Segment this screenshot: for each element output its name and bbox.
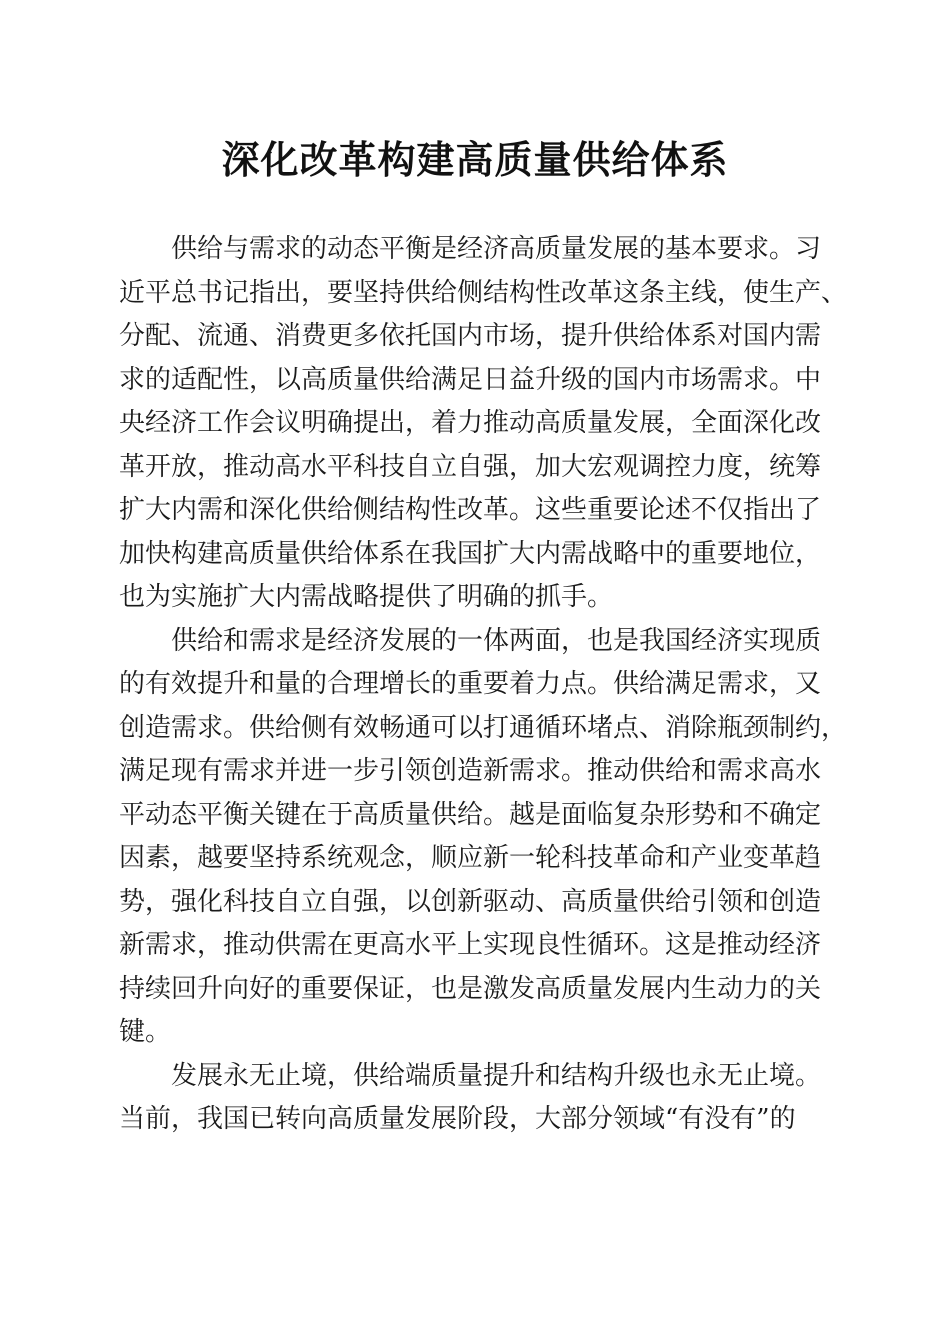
text-line: 当前，我国已转向高质量发展阶段，大部分领域“有没有”的 bbox=[119, 1104, 796, 1134]
text-line: 键。 bbox=[119, 1017, 172, 1047]
text-line: 创造需求。供给侧有效畅通可以打通循环堵点、消除瓶颈制约， bbox=[119, 712, 848, 743]
text-line: 近平总书记指出，要坚持供给侧结构性改革这条主线，使生产、 bbox=[119, 277, 848, 308]
paragraph-3 bbox=[119, 1055, 831, 1142]
text-line: 也为实施扩大内需战略提供了明确的抓手。 bbox=[119, 582, 614, 612]
text-line: 势，强化科技自立自强，以创新驱动、高质量供给引领和创造 bbox=[119, 886, 822, 917]
text-line: 发展永无止境，供给端质量提升和结构升级也永无止境。 bbox=[171, 1060, 822, 1091]
document-title: 深化改革构建高质量供给体系 bbox=[221, 137, 729, 182]
text-line: 分配、流通、消费更多依托国内市场，提升供给体系对国内需 bbox=[119, 321, 822, 351]
text-line: 供给与需求的动态平衡是经济高质量发展的基本要求。习 bbox=[171, 234, 822, 264]
text-line: 加快构建高质量供给体系在我国扩大内需战略中的重要地位， bbox=[119, 538, 822, 569]
text-line: 新需求，推动供需在更高水平上实现良性循环。这是推动经济 bbox=[119, 930, 822, 960]
text-line: 因素，越要坚持系统观念，顺应新一轮科技革命和产业变革趋 bbox=[119, 843, 822, 873]
paragraph-2 bbox=[119, 620, 848, 1055]
document-body bbox=[119, 228, 848, 1142]
text-line: 满足现有需求并进一步引领创造新需求。推动供给和需求高水 bbox=[119, 756, 822, 786]
text-line: 央经济工作会议明确提出，着力推动高质量发展，全面深化改 bbox=[119, 408, 822, 438]
text-line: 扩大内需和深化供给侧结构性改革。这些重要论述不仅指出了 bbox=[119, 495, 822, 525]
text-line: 求的适配性，以高质量供给满足日益升级的国内市场需求。中 bbox=[119, 364, 822, 395]
text-line: 革开放，推动高水平科技自立自强，加大宏观调控力度，统筹 bbox=[119, 451, 822, 482]
paragraph-1 bbox=[119, 228, 848, 620]
text-line: 持续回升向好的重要保证，也是激发高质量发展内生动力的关 bbox=[119, 973, 822, 1004]
text-line: 的有效提升和量的合理增长的重要着力点。供给满足需求，又 bbox=[119, 669, 822, 699]
text-line: 平动态平衡关键在于高质量供给。越是面临复杂形势和不确定 bbox=[119, 799, 822, 830]
text-line: 供给和需求是经济发展的一体两面，也是我国经济实现质 bbox=[171, 625, 822, 656]
